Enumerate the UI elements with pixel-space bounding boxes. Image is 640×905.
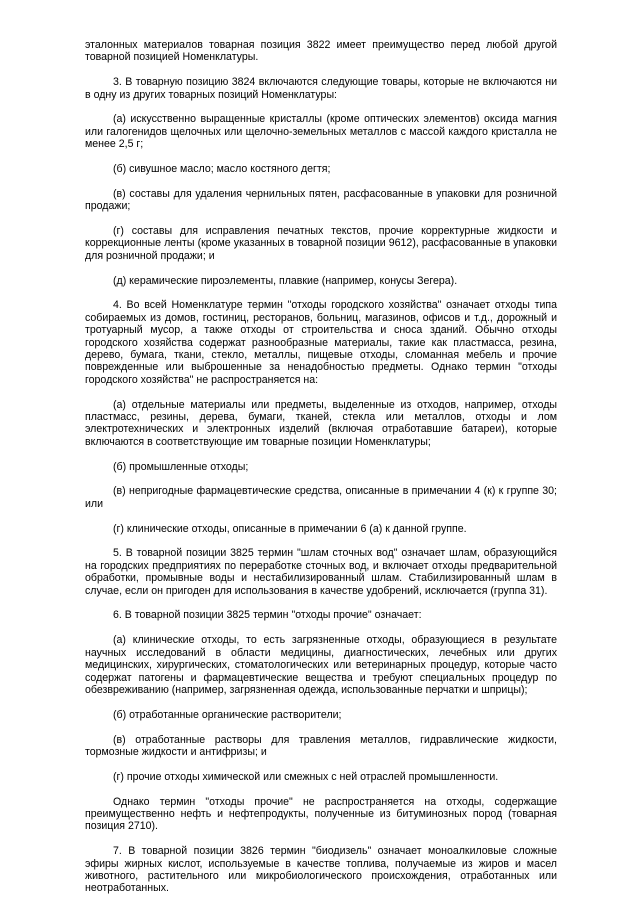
doc-paragraph-note-3-item-v: (в) составы для удаления чернильных пятен, расфасованные в упаковки для розничной продажи; [85,187,557,213]
doc-paragraph-note-6-item-v: (в) отработанные растворы для травления металлов, гидравлические жидкости, тормозные жидкости и антифризы; и [85,733,557,758]
doc-paragraph-note-7: 7. В товарной позиции 3826 термин "биодизель" означает моноалкиловые сложные эфиры жирных кислот, используемые в качестве топлива, получаемые из жиров и масел животного, растительного или микробиологического происхождения, отработанных или неотработанных. [85,845,557,895]
doc-paragraph-note-4-item-g: (г) клинические отходы, описанные в примечании 6 (а) к данной группе. [113,522,467,535]
doc-paragraph-note-4-item-a: (а) отдельные материалы или предметы, выделенные из отходов, например, отходы пластмасс, резины, дерева, бумаги, тканей, стекла или металлов, отходы и лом электротехнических и электронных изделий (включая отработавшие батареи), которые включаются в соответствующие им товарные позиции Номенклатуры; [85,398,557,448]
doc-paragraph-note-4-item-v: (в) непригодные фармацевтические средства, описанные в примечании 4 (к) к группе 30; или [85,485,557,510]
doc-paragraph-note-6-item-g: (г) прочие отходы химической или смежных с ней отраслей промышленности. [113,770,499,783]
doc-paragraph-note-6-item-b: (б) отработанные органические растворители; [113,708,342,721]
document-page [85,39,557,895]
doc-paragraph-note-6-item-a: (а) клинические отходы, то есть загрязненные отходы, образующиеся в результате научных исследований в области медицины, диагностических, лечебных или других медицинских, хирургических, стоматологических или ветеринарных процедур, которые часто содержат патогены и фармацевтические вещества и требуют специальных процедур по обезвреживанию (например, загрязненная одежда, использованные перчатки и шприцы); [85,634,557,696]
doc-paragraph-note-3-item-g: (г) составы для исправления печатных текстов, прочие корректурные жидкости и коррекционные ленты (кроме указанных в товарной позиции 9612), расфасованные в упаковки для розничной продажи; и [85,225,557,262]
doc-paragraph-note-3-item-b: (б) сивушное масло; масло костяного дегтя; [113,163,331,176]
doc-paragraph-note-3: 3. В товарную позицию 3824 включаются следующие товары, которые не включаются ни в одну из других товарных позиций Номенклатуры: [85,76,557,101]
doc-paragraph-note-5: 5. В товарной позиции 3825 термин "шлам сточных вод" означает шлам, образующийся на городских предприятиях по переработке сточных вод, и включает отходы предварительной обработки, промывные воды и нестабилизированный шлам. Стабилизированный шлам в случае, если он пригоден для использования в качестве удобрений, исключается (группа 31). [85,547,557,597]
doc-paragraph-note-6: 6. В товарной позиции 3825 термин "отходы прочие" означает: [113,609,422,622]
doc-paragraph-note-6-exception: Однако термин "отходы прочие" не распространяется на отходы, содержащие преимущественно нефть и нефтепродукты, полученные из битуминозных пород (товарная позиция 2710). [85,795,557,833]
doc-paragraph-note-4: 4. Во всей Номенклатуре термин "отходы городского хозяйства" означает отходы типа собираемых из домов, гостиниц, ресторанов, больниц, магазинов, офисов и т.д., дорожный и тротуарный мусор, а также отходы от строительства и сноса зданий. Обычно отходы городского хозяйства содержат разнообразные материалы, такие как пластмасса, резина, дерево, бумага, ткани, стекло, металлы, пищевые отходы, сломанная мебель и прочие поврежденные или выброшенные за ненадобностью предметы. Однако термин "отходы городского хозяйства" не распространяется на: [85,299,557,386]
doc-paragraph-note-4-item-b: (б) промышленные отходы; [113,460,249,473]
doc-paragraph-continuation: эталонных материалов товарная позиция 3822 имеет преимущество перед любой другой товарной позицией Номенклатуры. [85,39,557,64]
doc-paragraph-note-3-item-a: (а) искусственно выращенные кристаллы (кроме оптических элементов) оксида магния или галогенидов щелочных или щелочно-земельных металлов с массой каждого кристалла не менее 2,5 г; [85,113,557,151]
doc-paragraph-note-3-item-d: (д) керамические пироэлементы, плавкие (например, конусы Зегера). [113,274,458,287]
